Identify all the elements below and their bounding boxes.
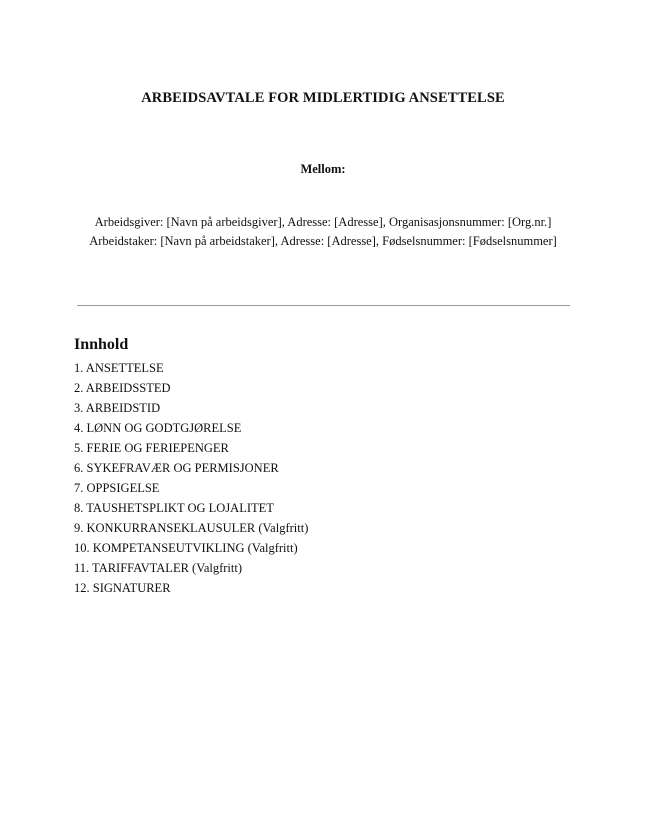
- toc-item: 11. TARIFFAVTALER (Valgfritt): [74, 561, 243, 575]
- between-label: Mellom:: [300, 162, 346, 176]
- toc-item: 10. KOMPETANSEUTVIKLING (Valgfritt): [74, 541, 298, 555]
- parties-block: [0, 213, 646, 251]
- employer-line: Arbeidsgiver: [Navn på arbeidsgiver], Adresse: [Adresse], Organisasjonsnummer: [Org.nr.]: [94, 215, 552, 229]
- toc-item: 6. SYKEFRAVÆR OG PERMISJONER: [74, 461, 279, 475]
- toc-item: 9. KONKURRANSEKLAUSULER (Valgfritt): [74, 521, 309, 535]
- toc-item: 8. TAUSHETSPLIKT OG LOJALITET: [74, 501, 274, 515]
- toc-item: 1. ANSETTELSE: [74, 361, 164, 375]
- toc-heading: Innhold: [74, 336, 129, 353]
- toc-item: 3. ARBEIDSTID: [74, 401, 161, 415]
- toc-item: 2. ARBEIDSSTED: [74, 381, 171, 395]
- toc-item: 5. FERIE OG FERIEPENGER: [74, 441, 229, 455]
- employee-line: Arbeidstaker: [Navn på arbeidstaker], Adresse: [Adresse], Fødselsnummer: [Fødselsnummer]: [89, 234, 557, 248]
- table-of-contents: [74, 361, 308, 601]
- horizontal-divider: [77, 305, 570, 306]
- toc-item: 12. SIGNATURER: [74, 581, 171, 595]
- document-title: ARBEIDSAVTALE FOR MIDLERTIDIG ANSETTELSE: [141, 90, 505, 106]
- toc-item: 4. LØNN OG GODTGJØRELSE: [74, 421, 242, 435]
- toc-item: 7. OPPSIGELSE: [74, 481, 160, 495]
